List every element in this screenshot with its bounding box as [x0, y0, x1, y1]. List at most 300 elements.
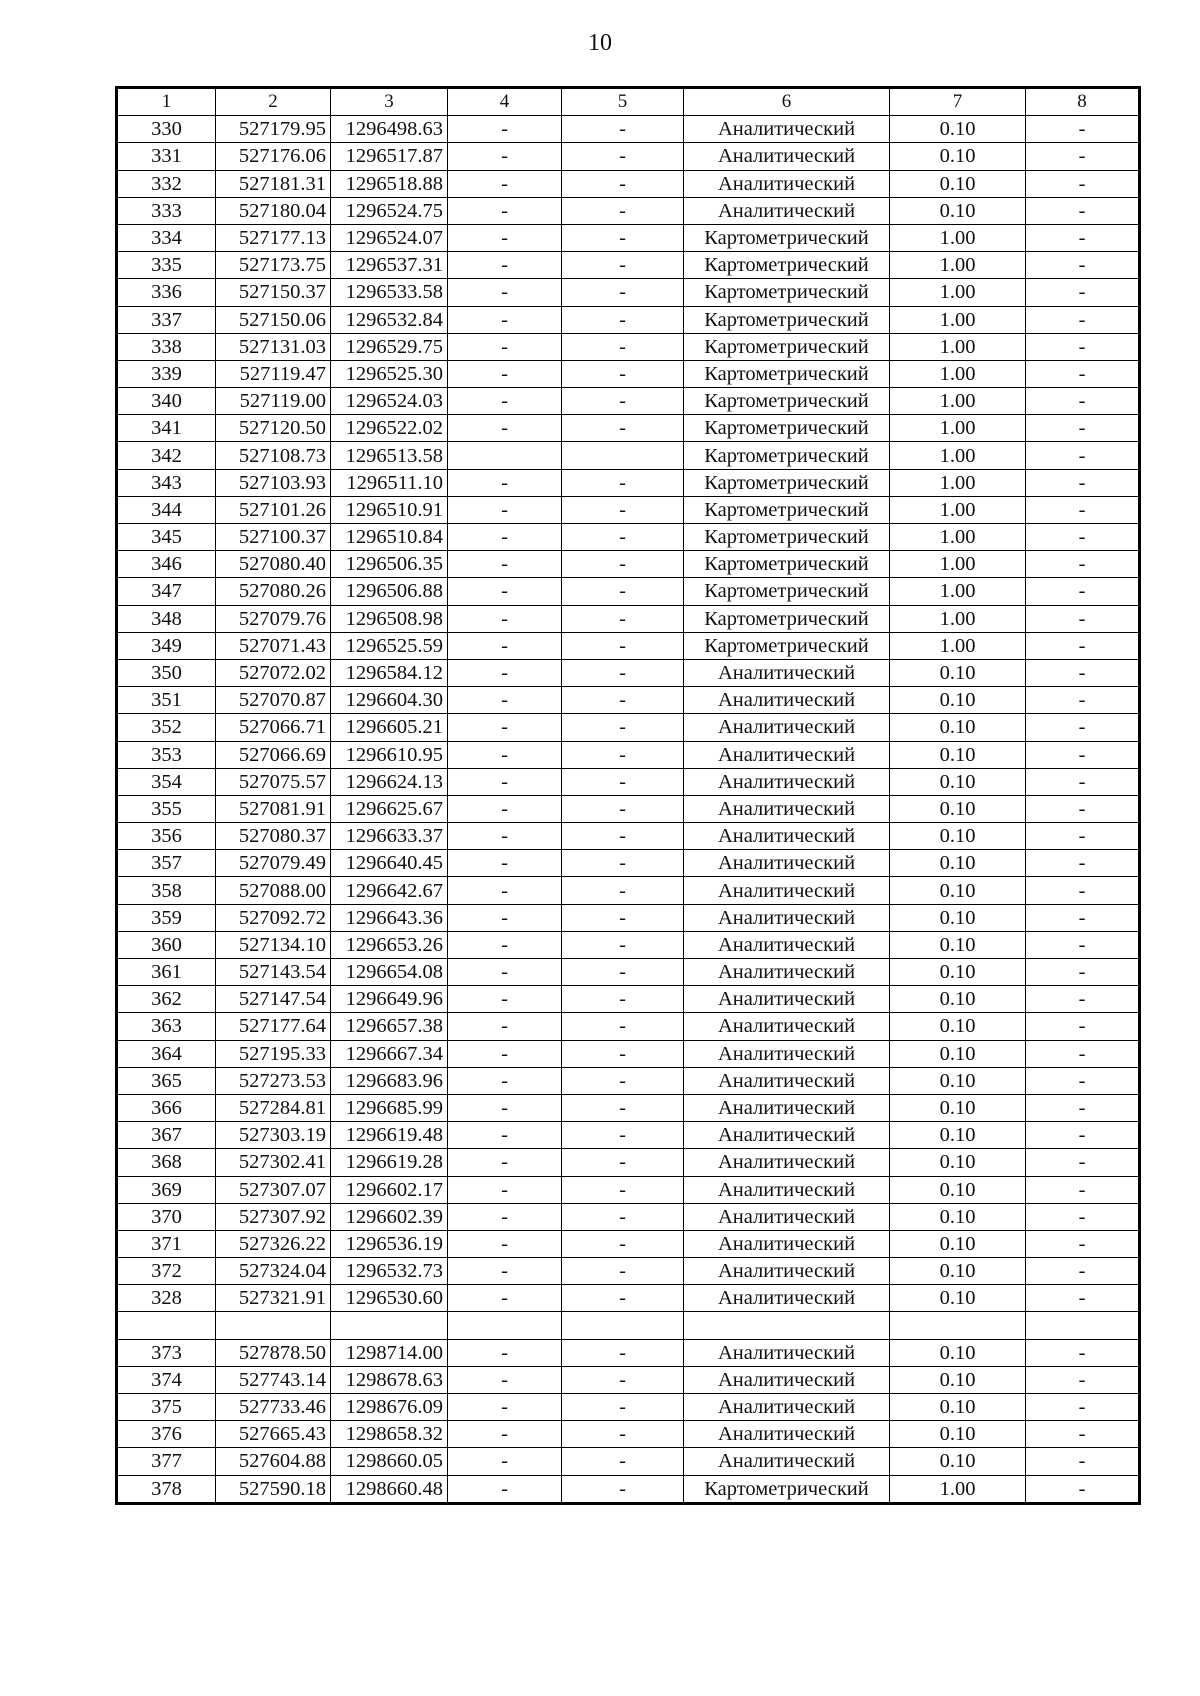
column-5-cell: - [562, 1067, 684, 1094]
column-8-cell: - [1026, 469, 1140, 496]
column-8-cell: - [1026, 524, 1140, 551]
y-coordinate-cell: 1296532.73 [331, 1258, 448, 1285]
table-row [117, 197, 1140, 224]
accuracy-cell: 0.10 [890, 143, 1026, 170]
column-5-cell: - [562, 1094, 684, 1121]
point-number-cell: 364 [117, 1040, 216, 1067]
table-header-row [117, 88, 1140, 116]
x-coordinate-cell: 527080.26 [216, 578, 331, 605]
y-coordinate-cell: 1296517.87 [331, 143, 448, 170]
x-coordinate-cell: 527665.43 [216, 1421, 331, 1448]
column-4-cell: - [448, 768, 562, 795]
point-number-cell: 357 [117, 850, 216, 877]
column-8-cell: - [1026, 1394, 1140, 1421]
column-4-cell: - [448, 714, 562, 741]
table-row [117, 496, 1140, 523]
column-header: 2 [216, 88, 331, 116]
point-number-cell: 333 [117, 197, 216, 224]
accuracy-cell: 0.10 [890, 659, 1026, 686]
y-coordinate-cell: 1296529.75 [331, 333, 448, 360]
accuracy-cell: 1.00 [890, 551, 1026, 578]
method-cell: Картометрический [684, 442, 890, 469]
y-coordinate-cell: 1296654.08 [331, 959, 448, 986]
column-8-cell: - [1026, 632, 1140, 659]
accuracy-cell: 1.00 [890, 252, 1026, 279]
x-coordinate-cell: 527100.37 [216, 524, 331, 551]
table-row [117, 360, 1140, 387]
table-row [117, 795, 1140, 822]
column-5-cell: - [562, 823, 684, 850]
table-row [117, 1475, 1140, 1503]
column-4-cell: - [448, 360, 562, 387]
y-coordinate-cell: 1296633.37 [331, 823, 448, 850]
method-cell [684, 1312, 890, 1339]
column-4-cell: - [448, 1067, 562, 1094]
point-number-cell: 335 [117, 252, 216, 279]
column-5-cell: - [562, 170, 684, 197]
y-coordinate-cell: 1296537.31 [331, 252, 448, 279]
method-cell: Картометрический [684, 279, 890, 306]
table-row [117, 1230, 1140, 1257]
point-number-cell: 337 [117, 306, 216, 333]
point-number-cell: 346 [117, 551, 216, 578]
column-4-cell: - [448, 1203, 562, 1230]
y-coordinate-cell: 1296536.19 [331, 1230, 448, 1257]
method-cell: Аналитический [684, 170, 890, 197]
x-coordinate-cell: 527119.00 [216, 388, 331, 415]
method-cell: Картометрический [684, 469, 890, 496]
x-coordinate-cell: 527072.02 [216, 659, 331, 686]
column-4-cell: - [448, 415, 562, 442]
method-cell: Картометрический [684, 551, 890, 578]
y-coordinate-cell: 1296602.17 [331, 1176, 448, 1203]
table-row [117, 1258, 1140, 1285]
accuracy-cell: 0.10 [890, 904, 1026, 931]
y-coordinate-cell: 1296657.38 [331, 1013, 448, 1040]
column-5-cell: - [562, 850, 684, 877]
column-5-cell: - [562, 1339, 684, 1366]
column-4-cell: - [448, 1448, 562, 1475]
point-number-cell: 350 [117, 659, 216, 686]
x-coordinate-cell: 527176.06 [216, 143, 331, 170]
y-coordinate-cell: 1296498.63 [331, 116, 448, 143]
y-coordinate-cell: 1296640.45 [331, 850, 448, 877]
point-number-cell: 375 [117, 1394, 216, 1421]
point-number-cell: 365 [117, 1067, 216, 1094]
column-5-cell: - [562, 1421, 684, 1448]
method-cell: Картометрический [684, 632, 890, 659]
x-coordinate-cell: 527590.18 [216, 1475, 331, 1503]
point-number-cell: 343 [117, 469, 216, 496]
column-8-cell: - [1026, 823, 1140, 850]
accuracy-cell: 0.10 [890, 931, 1026, 958]
column-8-cell: - [1026, 1122, 1140, 1149]
table-row [117, 605, 1140, 632]
accuracy-cell: 0.10 [890, 1013, 1026, 1040]
column-5-cell: - [562, 1475, 684, 1503]
column-8-cell: - [1026, 224, 1140, 251]
accuracy-cell: 0.10 [890, 1421, 1026, 1448]
method-cell: Аналитический [684, 1366, 890, 1393]
method-cell: Аналитический [684, 877, 890, 904]
point-number-cell: 339 [117, 360, 216, 387]
method-cell: Аналитический [684, 904, 890, 931]
y-coordinate-cell: 1298660.48 [331, 1475, 448, 1503]
column-4-cell: - [448, 1285, 562, 1312]
accuracy-cell: 0.10 [890, 795, 1026, 822]
column-4-cell: - [448, 1258, 562, 1285]
column-8-cell: - [1026, 578, 1140, 605]
y-coordinate-cell: 1296685.99 [331, 1094, 448, 1121]
column-5-cell: - [562, 1258, 684, 1285]
column-5-cell: - [562, 959, 684, 986]
x-coordinate-cell: 527179.95 [216, 116, 331, 143]
column-4-cell: - [448, 1394, 562, 1421]
column-8-cell: - [1026, 1475, 1140, 1503]
column-8-cell: - [1026, 1013, 1140, 1040]
accuracy-cell: 1.00 [890, 360, 1026, 387]
y-coordinate-cell: 1296619.28 [331, 1149, 448, 1176]
column-8-cell: - [1026, 1094, 1140, 1121]
column-5-cell: - [562, 768, 684, 795]
column-5-cell: - [562, 306, 684, 333]
method-cell: Аналитический [684, 1122, 890, 1149]
method-cell: Картометрический [684, 360, 890, 387]
column-4-cell: - [448, 850, 562, 877]
column-8-cell: - [1026, 1339, 1140, 1366]
accuracy-cell: 0.10 [890, 850, 1026, 877]
column-8-cell: - [1026, 1149, 1140, 1176]
y-coordinate-cell: 1296683.96 [331, 1067, 448, 1094]
table-row [117, 741, 1140, 768]
table-row [117, 659, 1140, 686]
y-coordinate-cell: 1298714.00 [331, 1339, 448, 1366]
x-coordinate-cell: 527307.92 [216, 1203, 331, 1230]
column-8-cell: - [1026, 959, 1140, 986]
accuracy-cell: 0.10 [890, 1149, 1026, 1176]
point-number-cell: 354 [117, 768, 216, 795]
column-5-cell: - [562, 605, 684, 632]
method-cell: Картометрический [684, 252, 890, 279]
table-body [117, 116, 1140, 1504]
point-number-cell: 378 [117, 1475, 216, 1503]
point-number-cell: 368 [117, 1149, 216, 1176]
y-coordinate-cell: 1296604.30 [331, 687, 448, 714]
y-coordinate-cell: 1296518.88 [331, 170, 448, 197]
column-8-cell: - [1026, 986, 1140, 1013]
x-coordinate-cell: 527743.14 [216, 1366, 331, 1393]
accuracy-cell: 1.00 [890, 1475, 1026, 1503]
column-5-cell: - [562, 224, 684, 251]
accuracy-cell: 0.10 [890, 1230, 1026, 1257]
column-8-cell: - [1026, 415, 1140, 442]
table-row [117, 415, 1140, 442]
column-8-cell: - [1026, 1040, 1140, 1067]
method-cell: Картометрический [684, 306, 890, 333]
point-number-cell: 330 [117, 116, 216, 143]
x-coordinate-cell: 527307.07 [216, 1176, 331, 1203]
x-coordinate-cell [216, 1312, 331, 1339]
accuracy-cell: 0.10 [890, 1094, 1026, 1121]
point-number-cell [117, 1312, 216, 1339]
column-4-cell: - [448, 116, 562, 143]
point-number-cell: 352 [117, 714, 216, 741]
point-number-cell: 370 [117, 1203, 216, 1230]
y-coordinate-cell: 1296524.75 [331, 197, 448, 224]
column-5-cell: - [562, 360, 684, 387]
table-row [117, 1040, 1140, 1067]
method-cell: Аналитический [684, 687, 890, 714]
x-coordinate-cell: 527326.22 [216, 1230, 331, 1257]
y-coordinate-cell: 1296624.13 [331, 768, 448, 795]
column-8-cell: - [1026, 1258, 1140, 1285]
column-4-cell: - [448, 1122, 562, 1149]
point-number-cell: 377 [117, 1448, 216, 1475]
y-coordinate-cell: 1296510.91 [331, 496, 448, 523]
x-coordinate-cell: 527195.33 [216, 1040, 331, 1067]
column-8-cell: - [1026, 197, 1140, 224]
point-number-cell: 349 [117, 632, 216, 659]
x-coordinate-cell: 527180.04 [216, 197, 331, 224]
accuracy-cell: 1.00 [890, 496, 1026, 523]
coordinates-table [115, 86, 1141, 1505]
accuracy-cell: 0.10 [890, 1176, 1026, 1203]
column-5-cell: - [562, 496, 684, 523]
y-coordinate-cell: 1296525.59 [331, 632, 448, 659]
accuracy-cell: 1.00 [890, 224, 1026, 251]
method-cell: Картометрический [684, 524, 890, 551]
column-4-cell: - [448, 605, 562, 632]
column-8-cell: - [1026, 252, 1140, 279]
method-cell: Аналитический [684, 1203, 890, 1230]
column-8-cell: - [1026, 170, 1140, 197]
table-row [117, 1122, 1140, 1149]
point-number-cell: 331 [117, 143, 216, 170]
x-coordinate-cell: 527080.37 [216, 823, 331, 850]
y-coordinate-cell: 1296605.21 [331, 714, 448, 741]
table-row [117, 823, 1140, 850]
x-coordinate-cell: 527070.87 [216, 687, 331, 714]
column-4-cell: - [448, 687, 562, 714]
accuracy-cell: 1.00 [890, 442, 1026, 469]
x-coordinate-cell: 527134.10 [216, 931, 331, 958]
column-header: 1 [117, 88, 216, 116]
column-8-cell: - [1026, 1421, 1140, 1448]
column-5-cell: - [562, 197, 684, 224]
column-5-cell: - [562, 415, 684, 442]
y-coordinate-cell: 1296522.02 [331, 415, 448, 442]
column-header: 3 [331, 88, 448, 116]
column-4-cell: - [448, 388, 562, 415]
x-coordinate-cell: 527103.93 [216, 469, 331, 496]
table-row [117, 469, 1140, 496]
accuracy-cell: 0.10 [890, 687, 1026, 714]
column-5-cell: - [562, 524, 684, 551]
y-coordinate-cell: 1296530.60 [331, 1285, 448, 1312]
accuracy-cell: 0.10 [890, 741, 1026, 768]
table-row [117, 578, 1140, 605]
table-row [117, 1203, 1140, 1230]
x-coordinate-cell: 527324.04 [216, 1258, 331, 1285]
x-coordinate-cell: 527321.91 [216, 1285, 331, 1312]
y-coordinate-cell: 1296524.03 [331, 388, 448, 415]
accuracy-cell: 0.10 [890, 1285, 1026, 1312]
column-8-cell: - [1026, 496, 1140, 523]
y-coordinate-cell: 1296533.58 [331, 279, 448, 306]
column-8-cell: - [1026, 1067, 1140, 1094]
accuracy-cell: 1.00 [890, 524, 1026, 551]
point-number-cell: 376 [117, 1421, 216, 1448]
column-4-cell: - [448, 795, 562, 822]
method-cell: Аналитический [684, 1149, 890, 1176]
point-number-cell: 372 [117, 1258, 216, 1285]
column-5-cell: - [562, 659, 684, 686]
column-5-cell: - [562, 877, 684, 904]
method-cell: Аналитический [684, 1258, 890, 1285]
method-cell: Картометрический [684, 1475, 890, 1503]
column-4-cell: - [448, 632, 562, 659]
x-coordinate-cell: 527181.31 [216, 170, 331, 197]
table-row [117, 442, 1140, 469]
point-number-cell: 328 [117, 1285, 216, 1312]
accuracy-cell: 1.00 [890, 469, 1026, 496]
column-4-cell: - [448, 143, 562, 170]
x-coordinate-cell: 527273.53 [216, 1067, 331, 1094]
x-coordinate-cell: 527081.91 [216, 795, 331, 822]
column-5-cell: - [562, 687, 684, 714]
point-number-cell: 348 [117, 605, 216, 632]
method-cell: Аналитический [684, 795, 890, 822]
method-cell: Аналитический [684, 1013, 890, 1040]
accuracy-cell: 1.00 [890, 605, 1026, 632]
table-row [117, 1339, 1140, 1366]
column-4-cell: - [448, 823, 562, 850]
column-header: 5 [562, 88, 684, 116]
method-cell: Картометрический [684, 388, 890, 415]
table-row [117, 1285, 1140, 1312]
table-row [117, 931, 1140, 958]
point-number-cell: 359 [117, 904, 216, 931]
point-number-cell: 362 [117, 986, 216, 1013]
table-row [117, 224, 1140, 251]
accuracy-cell: 0.10 [890, 823, 1026, 850]
column-5-cell: - [562, 986, 684, 1013]
table-row [117, 279, 1140, 306]
column-5-cell: - [562, 551, 684, 578]
column-4-cell [448, 1312, 562, 1339]
column-4-cell: - [448, 578, 562, 605]
point-number-cell: 353 [117, 741, 216, 768]
x-coordinate-cell: 527092.72 [216, 904, 331, 931]
column-4-cell: - [448, 306, 562, 333]
column-5-cell: - [562, 279, 684, 306]
x-coordinate-cell: 527177.13 [216, 224, 331, 251]
x-coordinate-cell: 527101.26 [216, 496, 331, 523]
column-4-cell: - [448, 1013, 562, 1040]
accuracy-cell: 0.10 [890, 1448, 1026, 1475]
method-cell: Аналитический [684, 823, 890, 850]
method-cell: Картометрический [684, 333, 890, 360]
table-row [117, 1149, 1140, 1176]
point-number-cell: 366 [117, 1094, 216, 1121]
table-row [117, 1094, 1140, 1121]
column-4-cell: - [448, 1094, 562, 1121]
x-coordinate-cell: 527088.00 [216, 877, 331, 904]
table-row [117, 1394, 1140, 1421]
column-5-cell: - [562, 1176, 684, 1203]
column-8-cell: - [1026, 333, 1140, 360]
x-coordinate-cell: 527147.54 [216, 986, 331, 1013]
column-4-cell: - [448, 224, 562, 251]
column-4-cell: - [448, 279, 562, 306]
column-4-cell: - [448, 659, 562, 686]
column-5-cell: - [562, 1149, 684, 1176]
column-8-cell: - [1026, 1448, 1140, 1475]
accuracy-cell: 0.10 [890, 986, 1026, 1013]
x-coordinate-cell: 527119.47 [216, 360, 331, 387]
point-number-cell: 338 [117, 333, 216, 360]
column-4-cell: - [448, 496, 562, 523]
column-4-cell: - [448, 1176, 562, 1203]
y-coordinate-cell: 1296619.48 [331, 1122, 448, 1149]
x-coordinate-cell: 527075.57 [216, 768, 331, 795]
method-cell: Аналитический [684, 1285, 890, 1312]
column-8-cell: - [1026, 143, 1140, 170]
column-8-cell: - [1026, 605, 1140, 632]
column-5-cell: - [562, 1366, 684, 1393]
column-4-cell: - [448, 1475, 562, 1503]
point-number-cell: 355 [117, 795, 216, 822]
column-5-cell: - [562, 469, 684, 496]
y-coordinate-cell: 1296610.95 [331, 741, 448, 768]
accuracy-cell: 0.10 [890, 1040, 1026, 1067]
accuracy-cell: 1.00 [890, 279, 1026, 306]
column-5-cell: - [562, 252, 684, 279]
method-cell: Аналитический [684, 768, 890, 795]
column-4-cell: - [448, 1230, 562, 1257]
x-coordinate-cell: 527150.37 [216, 279, 331, 306]
point-number-cell: 356 [117, 823, 216, 850]
column-4-cell: - [448, 252, 562, 279]
accuracy-cell: 0.10 [890, 1339, 1026, 1366]
y-coordinate-cell: 1296525.30 [331, 360, 448, 387]
accuracy-cell: 0.10 [890, 714, 1026, 741]
column-4-cell: - [448, 1421, 562, 1448]
column-5-cell: - [562, 1230, 684, 1257]
table-row [117, 1448, 1140, 1475]
x-coordinate-cell: 527733.46 [216, 1394, 331, 1421]
column-8-cell: - [1026, 850, 1140, 877]
column-8-cell: - [1026, 442, 1140, 469]
column-4-cell: - [448, 904, 562, 931]
point-number-cell: 345 [117, 524, 216, 551]
x-coordinate-cell: 527303.19 [216, 1122, 331, 1149]
method-cell: Аналитический [684, 1448, 890, 1475]
method-cell: Аналитический [684, 659, 890, 686]
x-coordinate-cell: 527066.71 [216, 714, 331, 741]
column-5-cell: - [562, 795, 684, 822]
column-8-cell: - [1026, 741, 1140, 768]
column-8-cell: - [1026, 116, 1140, 143]
x-coordinate-cell: 527604.88 [216, 1448, 331, 1475]
accuracy-cell: 0.10 [890, 1394, 1026, 1421]
y-coordinate-cell: 1298658.32 [331, 1421, 448, 1448]
column-8-cell: - [1026, 360, 1140, 387]
table-row [117, 904, 1140, 931]
y-coordinate-cell: 1296584.12 [331, 659, 448, 686]
accuracy-cell: 0.10 [890, 1203, 1026, 1230]
point-number-cell: 369 [117, 1176, 216, 1203]
